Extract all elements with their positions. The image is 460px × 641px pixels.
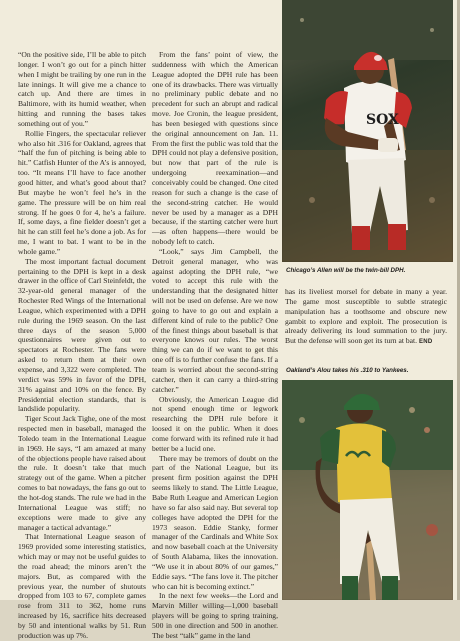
- closing-paragraph-text: has its liveliest morsel for debate in many a year. The game most susceptible to subtle strategic manipulation has a toothsome and obscure new gambit to explore and exploit. The prosecution is already delivering its loud summation to the jury. But the defense will soon get its turn at bat.: [285, 287, 447, 346]
- paragraph: [285, 287, 447, 348]
- photo-caption-1: Chicago’s Allen will be the twin-bill DPH.: [286, 267, 406, 274]
- svg-text:SOX: SOX: [366, 112, 399, 128]
- paragraph: From the fans’ point of view, the suddenness with which the American League adopted the DPH rule has been one of its drawbacks. There was virtually no preliminary public debate and no precedent for such an abrupt and radical move. Joe Cronin, the league president, has been besieged with questions since the original announcement on Jan. 11. From the first the public was told that the DPH could not play a defensive position, but now that part of the rule is undergoing reexamination—and conceivably could be changed. One cited reason for such a change is the case of the second-string catcher. He would never be used by a manager as a DPH because, if the starting catcher were hurt—as often happens—there would be nobody left to catch.: [152, 50, 278, 247]
- paragraph: Rollie Fingers, the spectacular reliever who also hit .316 for Oakland, agrees that “half the fun of pitching is being able to hit.” Catfish Hunter of the A’s is annoyed, too. “It means I’ll have to face another good hitter, and what’s good about that? But maybe he won’t feel he’s in the game. The pressure will be on him real strong. If he goes 0 for 4, he’s a failure. If, some days, a fine fielder doesn’t get a hit he can still feel he’s done a job. As for me, I want to bat. I want to be in the whole game.”: [18, 128, 146, 256]
- article-column-2: [152, 50, 278, 641]
- paragraph: Obviously, the American League did not spend enough time or legwork researching the DPH rule before it loosed it on the public. When it does come forward with its refined rule it had better be a lucid one.: [152, 394, 278, 453]
- paragraph: In the next few weeks—the Lord and Marvin Miller willing—1,000 baseball players will be going to spring training, 500 in one direction and 500 in another. The best “talk” game in the land: [152, 591, 278, 640]
- article-column-3: [285, 287, 447, 348]
- paragraph: The most important factual document pertaining to the DPH is kept in a desk drawer in the office of Carl Steinfeldt, the 32-year-old general manager of the Rochester Red Wings of the International League, which experimented with a DPH rule during the 1969 season. On the last three days of the season 5,000 questionnaires were given out to spectators at Rochester. The fans were asked to return them at their own expense, and 3,322 were completed. The verdict was 59% in favor of the DPH, 31% against and 10% on the fence. By Presidential election standards, that is landslide popularity.: [18, 256, 146, 414]
- paragraph: “Look,” says Jim Campbell, the Detroit general manager, who was against adopting the DPH rule, “we voted to accept this rule with the understanding that the designated hitter will not be used on defense. Are we now going to have to go out and explain a different kind of rule to the public? One of the finest things about baseball is that everyone knows our rules. The worst thing we can do if we want to get this one off is to further confuse the fans. If a team is worried about the second-string catcher, then it can carry a third-string catcher.”: [152, 246, 278, 394]
- paragraph: There may be tremors of doubt on the part of the National League, but its present firm position against the DPH seems likely to stand. The Little League, Babe Ruth League and American Legion have so far also said nay. But several top colleges have adopted the DPH for the 1973 season. Eddie Stanky, former manager of the Cardinals and White Sox and now baseball coach at the University of South Alabama, likes the innovation. “We use it in about 80% of our games,” Eddie says. “The fans love it. The pitcher who can hit is becoming extinct.”: [152, 453, 278, 591]
- paragraph: That International League season of 1969 provided some interesting statistics, which may or may not be useful guides to the road ahead; the minors aren’t the majors. But, as compared with the previous year, the number of shutouts dropped from 103 to 67, complete games rose from 311 to 362, home runs increased by 16, sacrifice hits decreased by 50 and intentional walks by 51. Run production was up 7%.: [18, 532, 146, 640]
- article-column-1: [18, 50, 146, 641]
- end-mark: END: [418, 339, 433, 346]
- paragraph: “On the positive side, I’ll be able to pitch longer. I won’t go out for a pinch hitter when I might be trailing by one run in the late innings. It will give me a chance to catch up. And there are times in Baltimore, with its humid weather, when hitting and running the bases takes something out of you.”: [18, 50, 146, 128]
- photo-athletics-batter: [282, 380, 453, 600]
- photo-white-sox-batter: [282, 0, 453, 262]
- photo-caption-2: Oakland’s Alou takes his .310 to Yankees.: [286, 367, 409, 374]
- batter-illustration: [282, 0, 453, 262]
- batter-illustration: [282, 380, 453, 600]
- paragraph: Tiger Scout Jack Tighe, one of the most respected men in baseball, managed the Toledo team in the International League in 1969. He says, “I am amazed at many of the objections people have raised about the rule. It doesn’t take that much strategy out of the game. When a pitcher comes to bat nowadays, the fans go out to the hot-dog stands. The rule we had in the International League was stiff; no exceptions were made to give any manager a tactical advantage.”: [18, 414, 146, 532]
